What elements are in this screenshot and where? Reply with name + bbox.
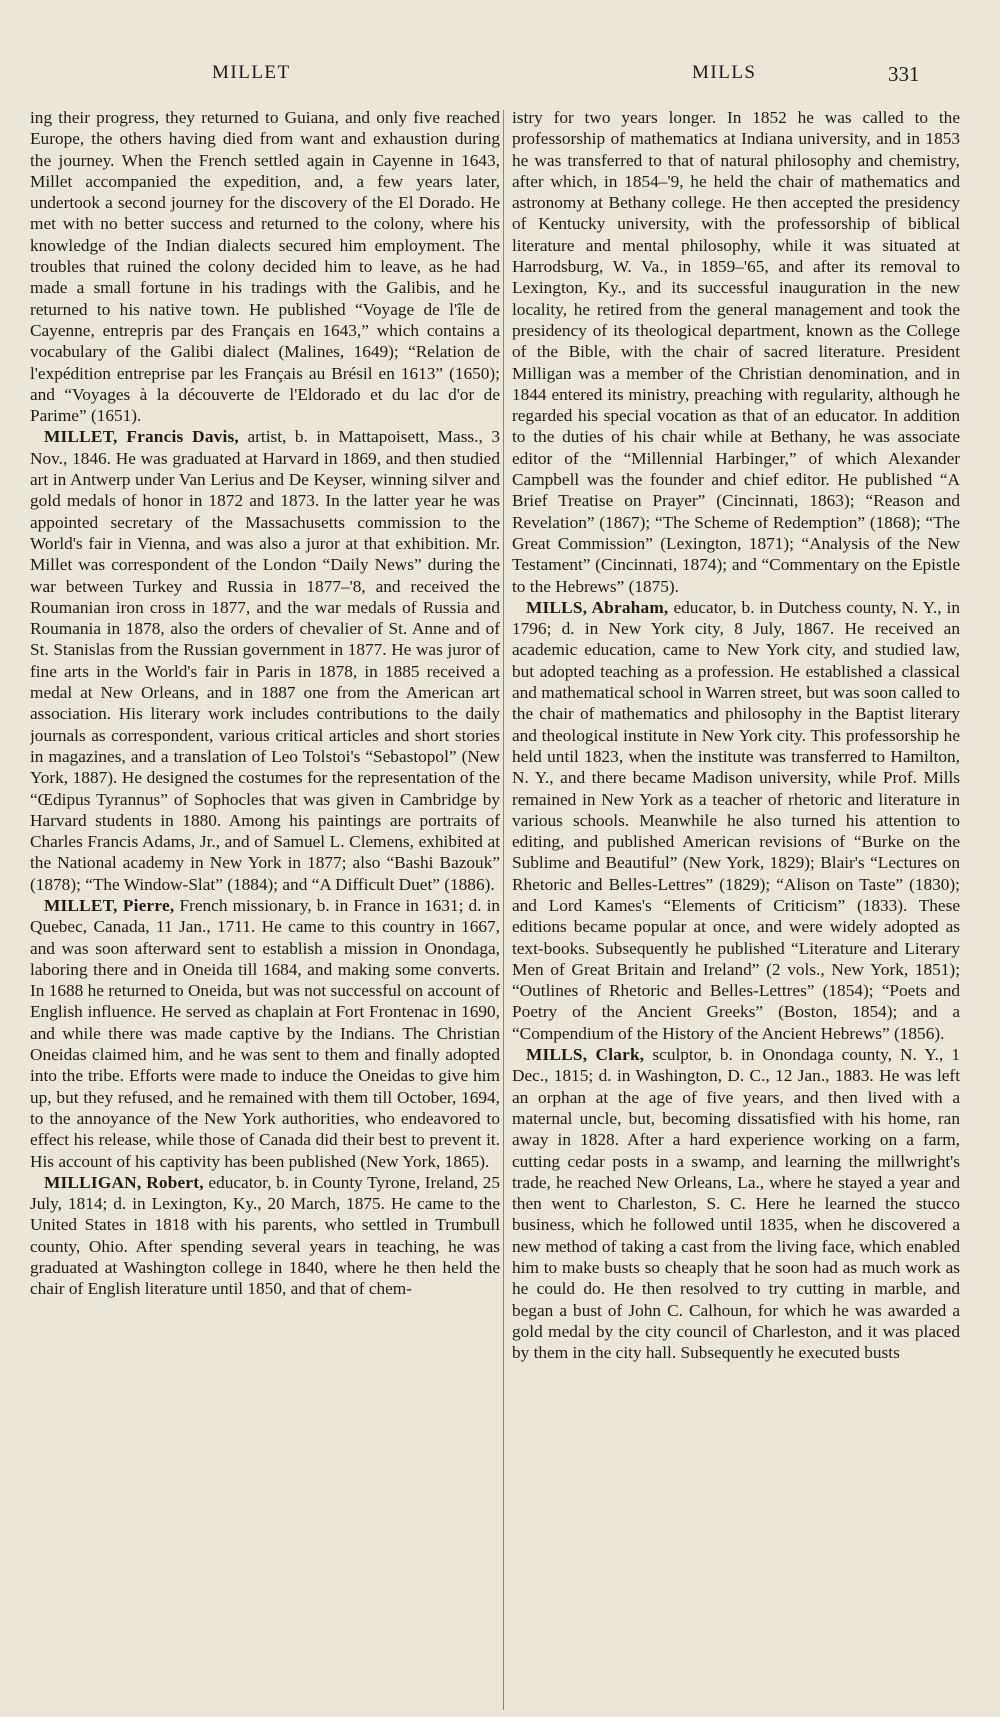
entry-milligan-robert [30,1172,500,1300]
entry-headword: MILLS, Clark, [526,1045,645,1065]
entry-mills-abraham [512,597,960,1044]
entry-text: artist, b. in Mattapoisett, Mass., 3 Nov., 1846. He was graduated at Harvard in 1869, and then studied art in Antwerp under Van Lerius and De Keyser, winning silver and gold medals of honor in 1872 and 1873. In the latter year he was appointed secretary of the Massachusetts commission to the World's fair in Vienna, and was also a juror at that exhibition. Mr. Millet was correspondent of the London “Daily News” during the war between Turkey and Russia in 1877–'8, and received the Roumanian iron cross in 1877, and the war medals of Russia and Roumania in 1878, also the orders of chevalier of St. Anne and of St. Stanislas from the Russian government in 1877. He was juror of fine arts in the World's fair in Paris in 1878, in 1885 received a medal at New Orleans, and in 1887 one from the American art association. His literary work includes contributions to the daily journals as correspondent, various critical articles and short stories in magazines, and a translation of Leo Tolstoi's “Sebastopol” (New York, 1887). He designed the costumes for the representation of the “Œdipus Tyrannus” of Sophocles that was given in Cambridge by Harvard students in 1880. Among his paintings are portraits of Charles Francis Adams, Jr., and of Samuel L. Clemens, exhibited at the National academy in New York in 1877; also “Bashi Bazouk” (1878); “The Window-Slat” (1884); and “A Difficult Duet” (1886). [30,427,500,894]
entry-text: educator, b. in County Tyrone, Ireland, 25 July, 1814; d. in Lexington, Ky., 20 March, 1875. He came to the United States in 1818 with his parents, who settled in Trumbull county, Ohio. After spending several years in teaching, he was graduated at Washington college in 1840, where he then held the chair of English literature until 1850, and that of chem- [30,1172,500,1299]
entry-millet-pierre [30,895,500,1172]
entry-text: istry for two years longer. In 1852 he was called to the professorship of mathematics at Indiana university, and in 1853 he was transferred to that of natural philosophy and chemistry, after which, in 1854–'9, he held the chair of mathematics and astronomy at Bethany college. He then accepted the presidency of Kentucky university, with the professorship of biblical literature and mental philosophy, while it was situated at Harrodsburg, W. Va., in 1859–'65, and after its removal to Lexington, Ky., and its successful inauguration in the new locality, he retired from the general management and took the presidency of its theological department, known as the College of the Bible, with the chair of sacred literature. President Milligan was a member of the Christian denomination, and in 1844 entered its ministry, preaching with regularity, although he regarded his special vocation as that of an educator. In addition to the duties of his chair while at Bethany, he was associate editor of the “Millennial Harbinger,” of which Alexander Campbell was the founder and chief editor. He published “A Brief Treatise on Prayer” (Cincinnati, 1863); “Reason and Revelation” (1867); “The Scheme of Redemption” (1868); “The Great Commission” (Lexington, 1871); “Analysis of the New Testament” (Cincinnati, 1874); and “Commentary on the Epistle to the Hebrews” (1875). [512,108,960,596]
entry-text: French missionary, b. in France in 1631; d. in Quebec, Canada, 11 Jan., 1711. He came to this country in 1667, and was soon afterward sent to establish a mission in Onondaga, laboring there and in Oneida till 1684, and making some converts. In 1688 he returned to Oneida, but was not successful on account of English influence. He served as chaplain at Fort Frontenac in 1690, and while there was made captive by the Indians. The Christian Oneidas claimed him, and he was sent to them and finally adopted into the tribe. Efforts were made to induce the Oneidas to give him up, but they refused, and he remained with them till October, 1694, to the annoyance of the New York authorities, who endeavored to effect his release, while those of Canada did their best to prevent it. His account of his captivity has been published (New York, 1865). [30,895,500,1171]
header-left-guide-word: MILLET [212,62,291,83]
entry-millet-continuation [30,107,500,426]
entry-text: sculptor, b. in Onondaga county, N. Y., 1 Dec., 1815; d. in Washington, D. C., 12 Jan., 1883. He was left an orphan at the age of five years, and then lived with a maternal uncle, but, becoming dissatisfied with his home, ran away in 1828. After a hard experience working on a farm, cutting cedar posts in a swamp, and learning the millwright's trade, he reached New Orleans, La., where he stayed a year and then went to Charleston, S. C. Here he learned the stucco business, which he followed until 1835, when he discovered a new method of taking a cast from the living face, which enabled him to make busts so cheaply that he soon had as much work as he could do. He then resolved to try cutting in marble, and began a bust of John C. Calhoun, for which he was awarded a gold medal by the city council of Charleston, and it was placed by them in the city hall. Subsequently he executed busts [512,1045,960,1363]
column-divider [503,110,504,1710]
entry-headword: MILLET, Pierre, [44,895,175,915]
entry-text: ing their progress, they returned to Guiana, and only five reached Europe, the others having died from want and exhaustion during the journey. When the French settled again in Cayenne in 1643, Millet accompanied the expedition, and, a few years later, undertook a second journey for the discovery of the El Dorado. He met with no better success and returned to the colony, where his knowledge of the Indian dialects secured him employment. The troubles that ruined the colony decided him to leave, as he had made a small fortune in his tradings with the Galibis, and he returned to his native town. He published “Voyage de l'île de Cayenne, entrepris par des Français en 1643,” which contains a vocabulary of the Galibi dialect (Malines, 1649); “Relation de l'expédition entreprise par les Français au Brésil en 1613” (1650); and “Voyages à la découverte de l'Eldorado et du lac d'or de Parime” (1651). [30,108,500,426]
running-header [0,62,1000,94]
entry-milligan-continuation [512,107,960,597]
page-number: 331 [888,62,920,86]
left-column [30,107,500,1707]
entry-headword: MILLET, Francis Davis, [44,427,239,447]
entry-headword: MILLIGAN, Robert, [44,1172,204,1192]
entry-mills-clark [512,1044,960,1363]
right-column [512,107,960,1707]
entry-text: educator, b. in Dutchess county, N. Y., in 1796; d. in New York city, 8 July, 1867. He received an academic education, came to New York city, and studied law, but adopted teaching as a profession. He established a classical and mathematical school in Warren street, but was soon called to the chair of mathematics and philosophy in the Baptist literary and theological institute in New York city. This professorship he held until 1823, when the institute was transferred to Hamilton, N. Y., and there became Madison university, while Prof. Mills remained in New York as a teacher of rhetoric and literature in various schools. Meanwhile he also turned his attention to editing, and published American revisions of “Burke on the Sublime and Beautiful” (New York, 1829); Blair's “Lectures on Rhetoric and Belles-Lettres” (1829); “Alison on Taste” (1830); and Lord Kames's “Elements of Criticism” (1833). These editions became popular at once, and were widely adopted as text-books. Subsequently he published “Literature and Literary Men of Great Britain and Ireland” (2 vols., New York, 1851); “Outlines of Rhetoric and Belles-Lettres” (1854); “Poets and Poetry of the Ancient Greeks” (Boston, 1854); and a “Compendium of the History of the Ancient Hebrews” (1856). [512,597,960,1043]
header-right-guide-word: MILLS [692,62,757,83]
entry-headword: MILLS, Abraham, [526,597,669,617]
entry-millet-francis-davis [30,426,500,895]
